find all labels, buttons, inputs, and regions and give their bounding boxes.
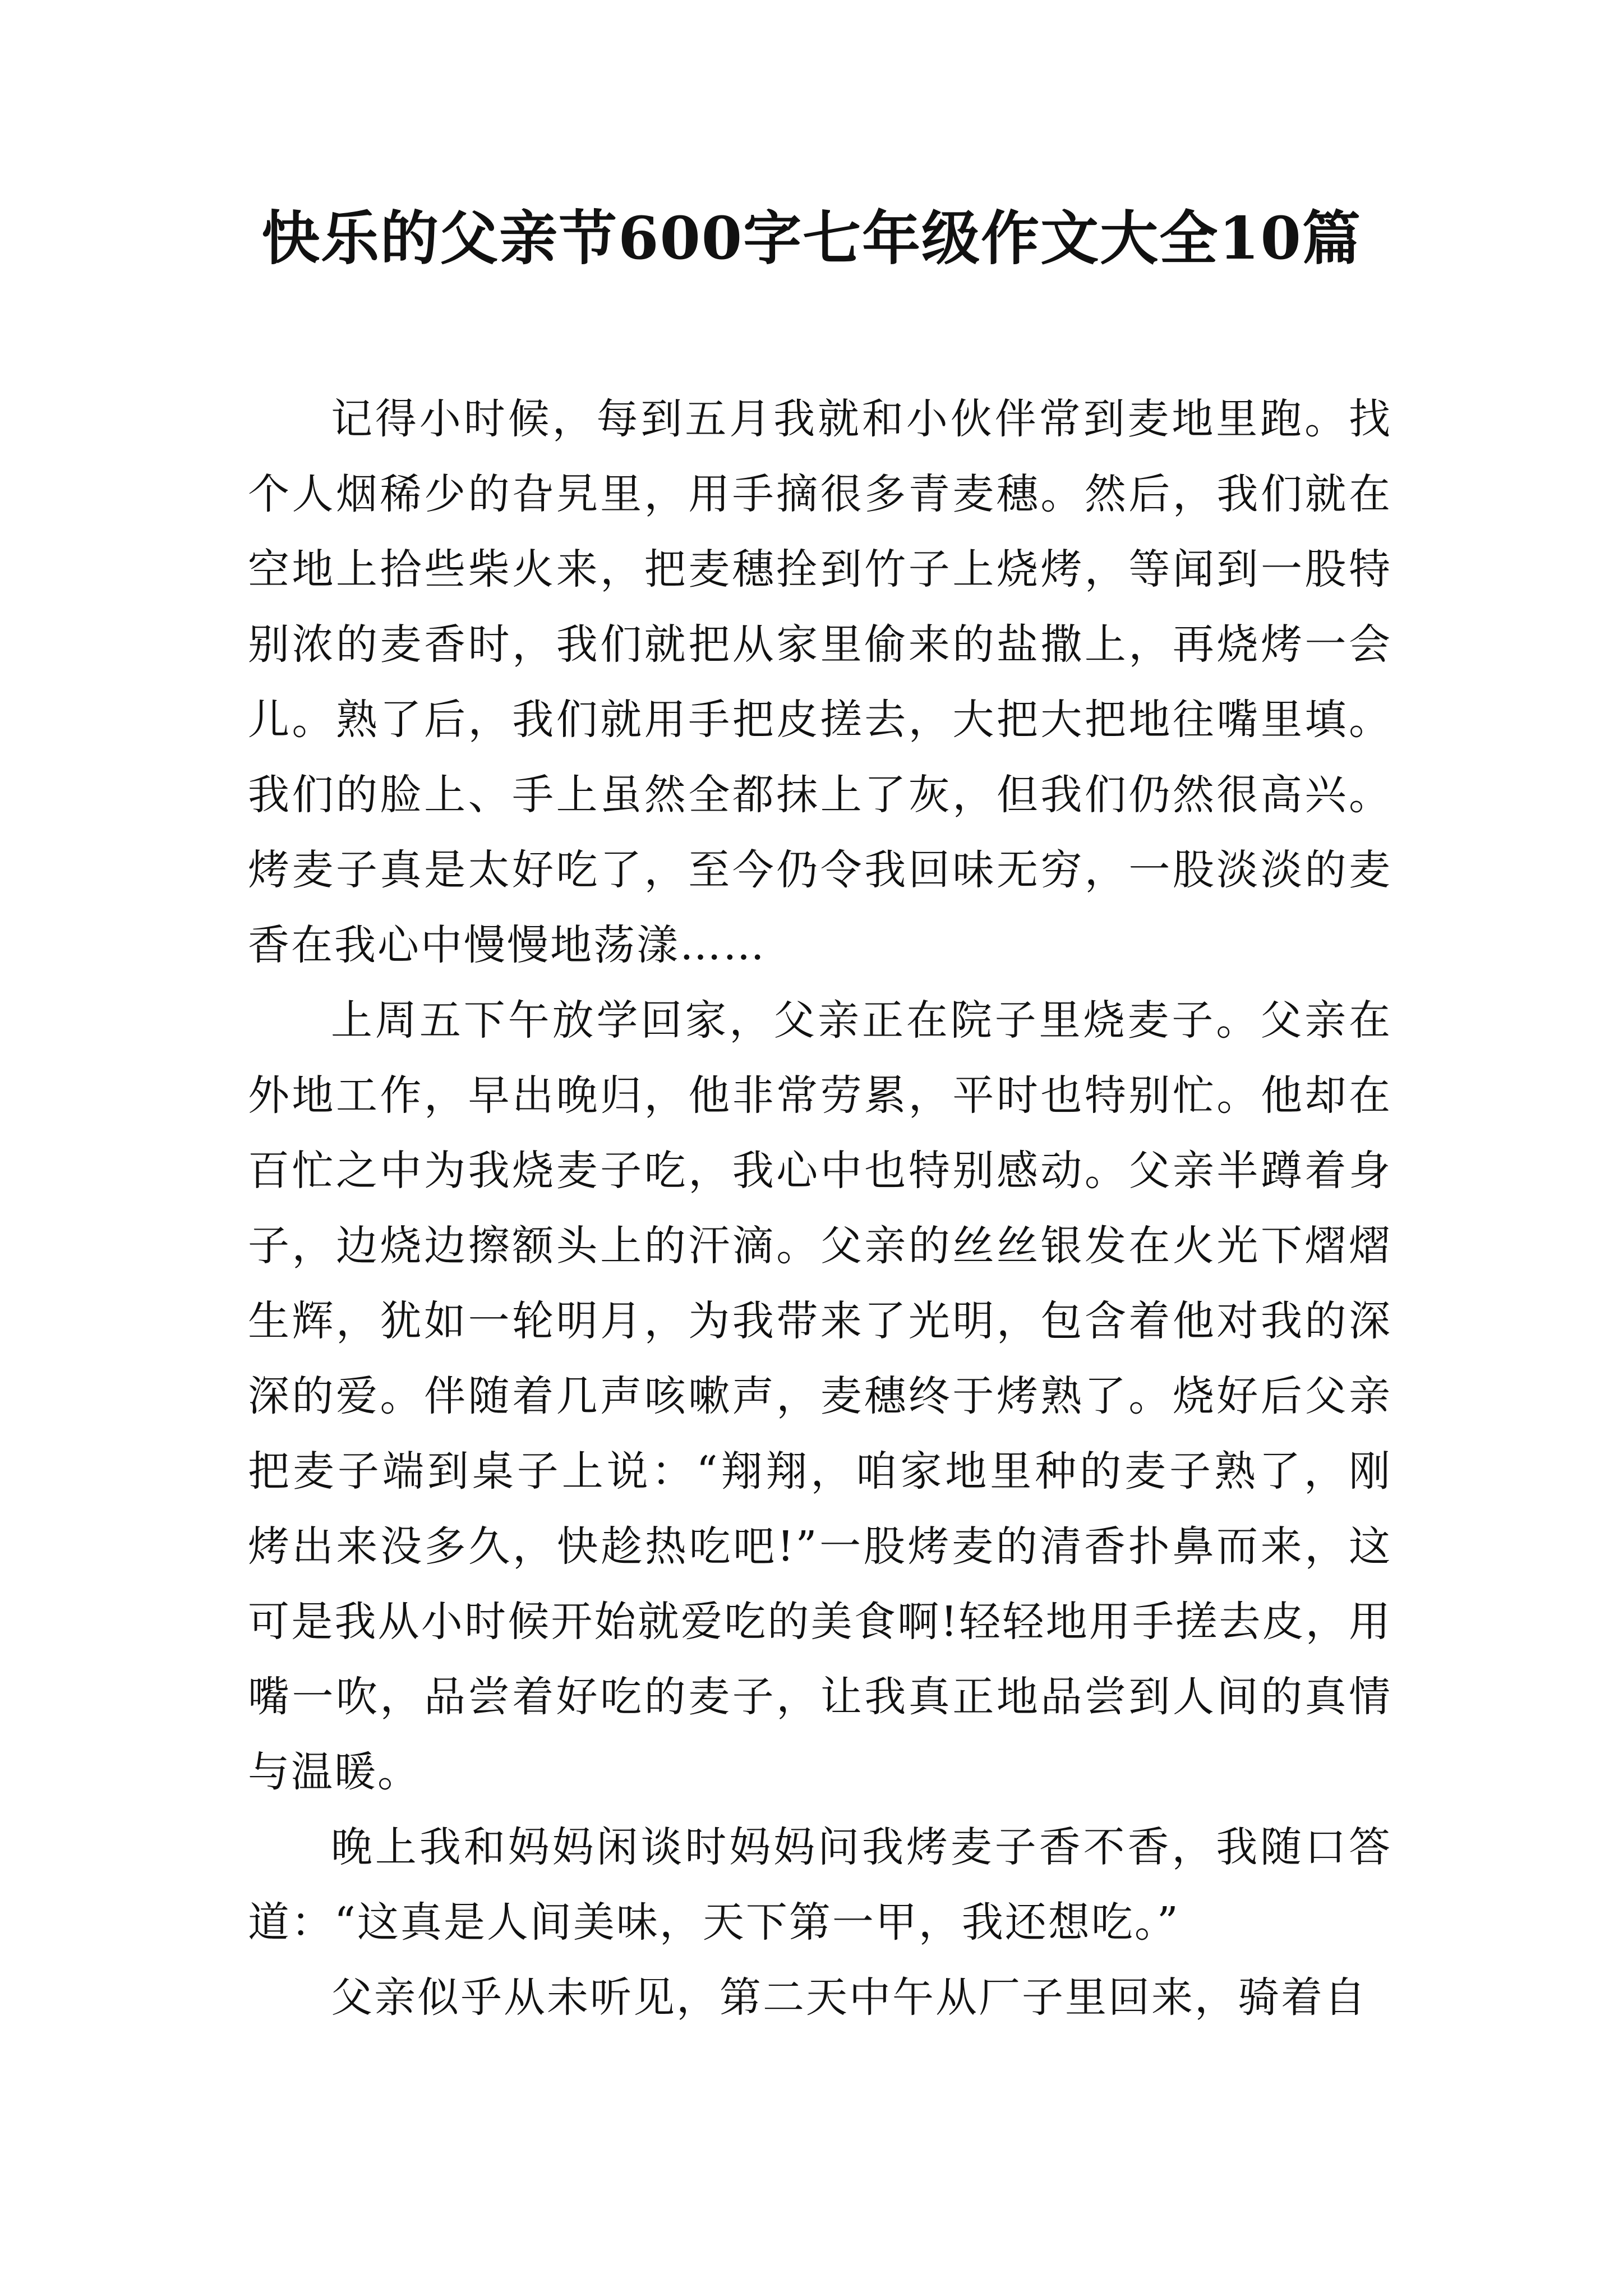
paragraph-4: 父亲似乎从未听见，第二天中午从厂子里回来，骑着自: [331, 1973, 1367, 2022]
paragraph-1: 记得小时候，每到五月我就和小伙伴常到麦地里跑。找个人烟稀少的旮旯里，用手摘很多青麦穗。然后，我们就在空地上拾些柴火来，把麦穗拴到竹子上烧烤，等闻到一股特别浓的麦香时，我们就把从家里偷来的盐撒上，再烧烤一会儿。熟了后，我们就用手把皮搓去，大把大把地往嘴里填。我们的脸上、手上虽然全都抹上了灰，但我们仍然很高兴。烤麦子真是太好吃了，至今仍令我回味无穷，一股淡淡的麦香在我心中慢慢地荡漾……: [248, 395, 1392, 969]
paragraph-2: 上周五下午放学回家，父亲正在院子里烧麦子。父亲在外地工作，早出晚归，他非常劳累，平时也特别忙。他却在百忙之中为我烧麦子吃，我心中也特别感动。父亲半蹲着身子，边烧边擦额头上的汗滴。父亲的丝丝银发在火光下熠熠生辉，犹如一轮明月，为我带来了光明，包含着他对我的深深的爱。伴随着几声咳嗽声，麦穗终于烤熟了。烧好后父亲把麦子端到桌子上说：“翔翔，咱家地里种的麦子熟了，刚烤出来没多久，快趁热吃吧!”一股烤麦的清香扑鼻而来，这可是我从小时候开始就爱吃的美食啊!轻轻地用手搓去皮，用嘴一吹，品尝着好吃的麦子，让我真正地品尝到人间的真情与温暖。: [248, 996, 1392, 1796]
document-title: 快乐的父亲节600字七年级作文大全10篇: [261, 204, 1362, 273]
paragraph-3: 晚上我和妈妈闲谈时妈妈问我烤麦子香不香，我随口答道：“这真是人间美味，天下第一甲，我还想吃。”: [248, 1823, 1392, 1947]
document-body: [248, 381, 1392, 2035]
